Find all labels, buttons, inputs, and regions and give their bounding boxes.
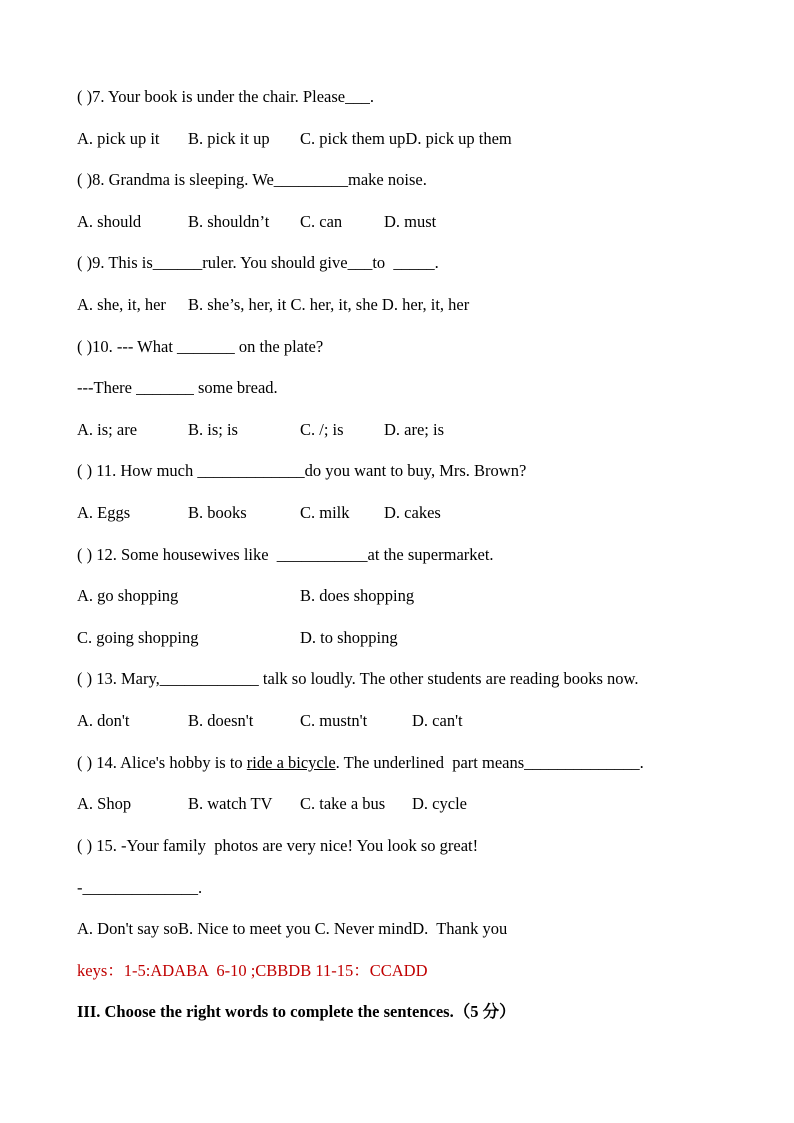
q9-option-bcd: B. she’s, her, it C. her, it, she D. her, it, her (188, 295, 470, 314)
q14-option-b: B. watch TV (188, 794, 273, 813)
q14-option-c: C. take a bus (300, 794, 386, 813)
q10-option-b: B. is; is (188, 420, 238, 439)
q12-option-b: B. does shopping (300, 586, 415, 605)
q11-option-c: C. milk (300, 503, 350, 522)
q11-option-b: B. books (188, 503, 247, 522)
q13-option-b: B. doesn't (188, 711, 254, 730)
question-11: ( ) 11. How much _____________do you want to buy, Mrs. Brown? (77, 461, 527, 480)
question-14 (77, 753, 644, 773)
question-10: ( )10. --- What _______ on the plate? (77, 337, 324, 356)
q8-option-b: B. shouldn’t (188, 212, 270, 231)
q7-option-b: B. pick it up (188, 129, 270, 148)
q8-option-a: A. should (77, 212, 142, 231)
q8-option-d: D. must (384, 212, 437, 231)
q9-option-a: A. she, it, her (77, 295, 166, 314)
section-heading: III. Choose the right words to complete the sentences.（5 分） (77, 1002, 516, 1021)
q13-option-a: A. don't (77, 711, 130, 730)
question-9: ( )9. This is______ruler. You should give___to _____. (77, 253, 439, 272)
q12-option-c: C. going shopping (77, 628, 199, 647)
q15-options: A. Don't say soB. Nice to meet you C. Never mindD. Thank you (77, 919, 508, 938)
q11-option-a: A. Eggs (77, 503, 131, 522)
q7-option-cd: C. pick them upD. pick up them (300, 129, 512, 148)
question-15: ( ) 15. -Your family photos are very nice! You look so great! (77, 836, 479, 855)
q14-text-before: ( ) 14. Alice's hobby is to (77, 753, 247, 772)
q12-option-a: A. go shopping (77, 586, 179, 605)
question-7: ( )7. Your book is under the chair. Please___. (77, 87, 374, 106)
question-10-line2: ---There _______ some bread. (77, 378, 278, 397)
q8-option-c: C. can (300, 212, 343, 231)
question-13: ( ) 13. Mary,____________ talk so loudly. The other students are reading books now. (77, 669, 639, 688)
q10-option-d: D. are; is (384, 420, 445, 439)
question-15-line2: -______________. (77, 878, 203, 897)
q13-option-d: D. can't (412, 711, 463, 730)
q11-option-d: D. cakes (384, 503, 441, 522)
question-12: ( ) 12. Some housewives like ___________at the supermarket. (77, 545, 494, 564)
q10-option-a: A. is; are (77, 420, 138, 439)
q14-underlined-phrase: ride a bicycle (246, 753, 336, 772)
q12-option-d: D. to shopping (300, 628, 398, 647)
q7-option-a: A. pick up it (77, 129, 160, 148)
answer-keys: keys：1-5:ADABA 6-10 ;CBBDB 11-15：CCADD (77, 961, 428, 980)
question-8: ( )8. Grandma is sleeping. We_________make noise. (77, 170, 427, 189)
q14-option-d: D. cycle (412, 794, 467, 813)
q14-option-a: A. Shop (77, 794, 132, 813)
q13-option-c: C. mustn't (300, 711, 368, 730)
q10-option-c: C. /; is (300, 420, 344, 439)
q14-text-after: . The underlined part means______________. (335, 753, 644, 772)
